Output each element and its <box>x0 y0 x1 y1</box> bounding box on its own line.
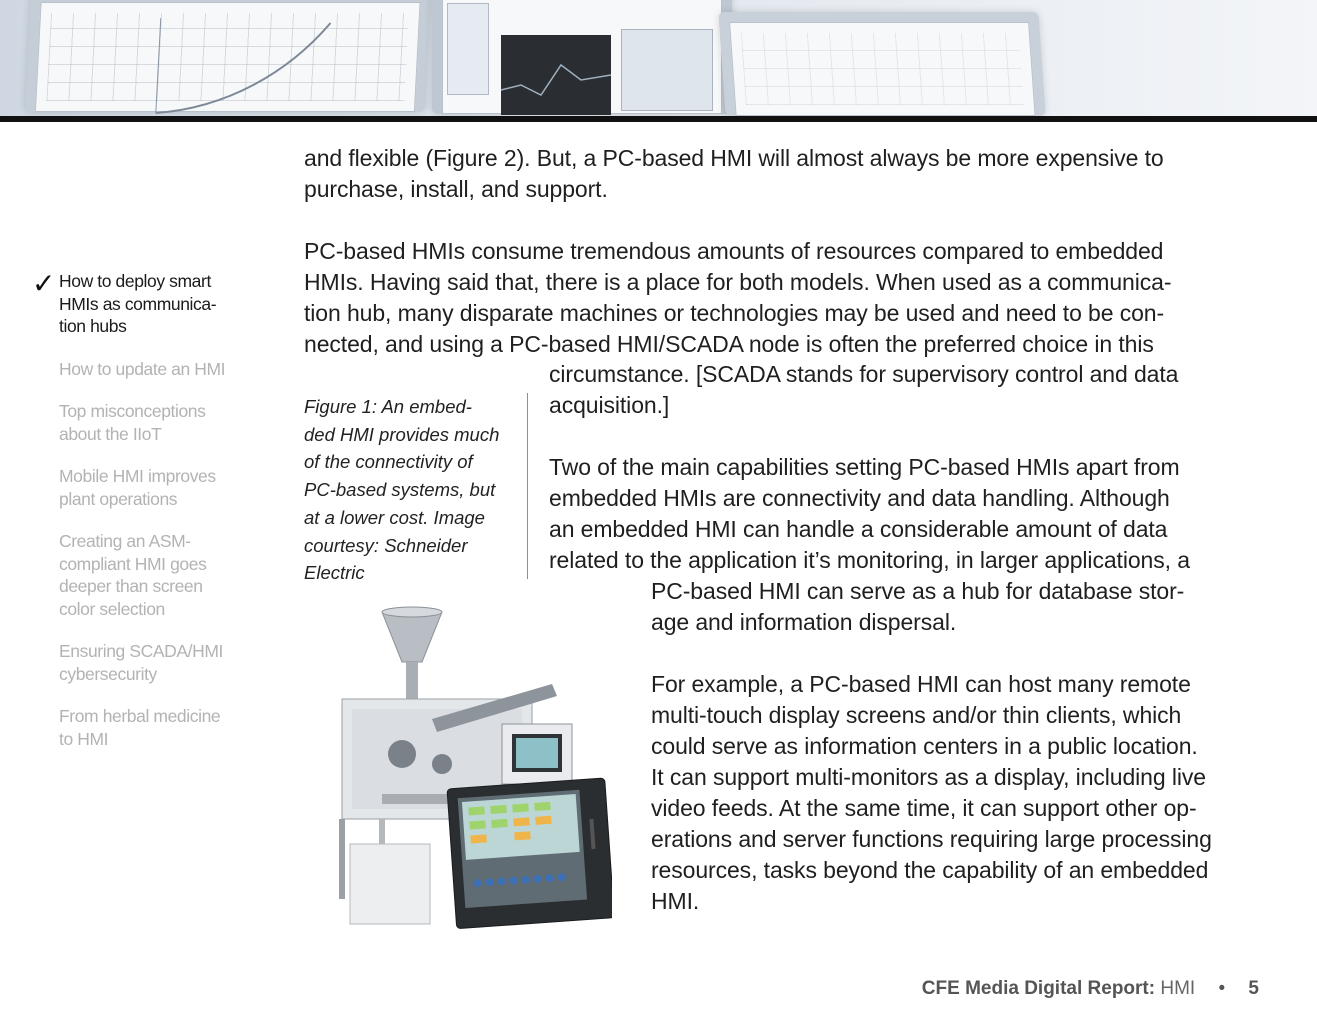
text-line: resources, tasks beyond the capability of an embedded <box>651 857 1209 883</box>
article-paragraph <box>549 452 1269 576</box>
figure-caption <box>304 393 519 587</box>
nav-item-smart-hmi-hubs[interactable] <box>32 268 244 338</box>
caption-line: at a lower cost. Image <box>304 506 485 528</box>
header-rule <box>0 116 1317 122</box>
text-line: could serve as information centers in a public location. <box>651 733 1198 759</box>
article-paragraph <box>549 359 1269 421</box>
caption-line: courtesy: Schneider <box>304 534 468 556</box>
monitor-image <box>25 0 431 112</box>
text-line: HMIs. Having said that, there is a place for both models. When used as a communica- <box>304 269 1172 295</box>
text-line: purchase, install, and support. <box>304 176 608 202</box>
text-line: PC-based HMIs consume tremendous amounts of resources compared to embedded <box>304 238 1164 264</box>
text-line: It can support multi-monitors as a display, including live <box>651 764 1206 790</box>
report-topic: HMI <box>1160 978 1196 999</box>
text-line: For example, a PC-based HMI can host many remote <box>651 671 1191 697</box>
sidebar-nav <box>34 270 244 770</box>
text-line: tion hub, many disparate machines or technologies may be used and need to be con- <box>304 300 1165 326</box>
nav-item-mobile-hmi[interactable] <box>59 465 244 510</box>
text-line: HMI. <box>651 888 700 914</box>
text-line: age and information dispersal. <box>651 609 957 635</box>
caption-line: of the connectivity of <box>304 451 473 473</box>
nav-item-label: From herbal medicine <box>59 706 221 726</box>
caption-line: Electric <box>304 562 365 584</box>
nav-item-label: Creating an ASM- <box>59 531 191 551</box>
nav-item-asm-compliant-hmi[interactable] <box>59 530 244 620</box>
text-line: video feeds. At the same time, it can support other op- <box>651 795 1197 821</box>
article-paragraph <box>304 236 1264 360</box>
article-paragraph <box>651 576 1291 638</box>
nav-item-label: tion hubs <box>59 316 127 336</box>
nav-item-label: deeper than screen <box>59 576 203 596</box>
page-footer <box>922 978 1259 1000</box>
monitor-image <box>718 12 1045 116</box>
nav-item-label: about the IIoT <box>59 423 162 444</box>
checkmark-icon: ✓ <box>32 268 56 299</box>
text-line: an embedded HMI can handle a considerable amount of data <box>549 516 1168 542</box>
nav-item-label: cybersecurity <box>59 663 157 684</box>
caption-divider <box>527 393 528 579</box>
nav-item-iiot-misconceptions[interactable] <box>59 400 244 445</box>
text-line: and flexible (Figure 2). But, a PC-based HMI will almost always be more expensive to <box>304 145 1164 171</box>
text-line: circumstance. [SCADA stands for supervisory control and data <box>549 361 1179 387</box>
text-line: related to the application it’s monitoring, in larger applications, a <box>549 547 1190 573</box>
nav-item-label: compliant HMI goes <box>59 553 207 574</box>
nav-item-label: color selection <box>59 598 165 619</box>
text-line: embedded HMIs are connectivity and data handling. Although <box>549 485 1170 511</box>
footer-separator: • <box>1218 978 1226 999</box>
article-paragraph <box>651 669 1291 917</box>
nav-item-label: How to deploy smart <box>59 271 211 291</box>
caption-line: ded HMI provides much <box>304 423 500 445</box>
nav-item-scada-cybersecurity[interactable] <box>59 640 244 685</box>
text-line: Two of the main capabilities setting PC-based HMIs apart from <box>549 454 1180 480</box>
nav-item-label: to HMI <box>59 728 109 749</box>
nav-item-label: HMIs as communica- <box>59 293 217 314</box>
nav-item-herbal-medicine[interactable] <box>59 705 244 750</box>
nav-item-label: Top misconceptions <box>59 401 206 421</box>
text-line: erations and server functions requiring large processing <box>651 826 1212 852</box>
text-line: PC-based HMI can serve as a hub for database stor- <box>651 578 1185 604</box>
caption-line: PC-based systems, but <box>304 479 496 501</box>
nav-item-label: plant operations <box>59 488 178 509</box>
nav-item-label: Mobile HMI improves <box>59 466 216 486</box>
page-number: 5 <box>1248 978 1259 999</box>
monitor-image <box>432 0 732 114</box>
text-line: acquisition.] <box>549 392 670 418</box>
publication-name: CFE Media Digital Report: <box>921 978 1156 999</box>
nav-item-update-hmi[interactable] <box>59 358 244 381</box>
text-line: nected, and using a PC-based HMI/SCADA node is often the preferred choice in this <box>304 331 1154 357</box>
caption-line: Figure 1: An embed- <box>304 396 472 417</box>
nav-item-label: How to update an HMI <box>59 358 226 379</box>
header-banner-image <box>0 0 1317 116</box>
machine-hmi-image <box>322 604 612 939</box>
text-line: multi-touch display screens and/or thin clients, which <box>651 702 1182 728</box>
article-paragraph <box>304 143 1264 205</box>
nav-item-label: Ensuring SCADA/HMI <box>59 641 223 661</box>
